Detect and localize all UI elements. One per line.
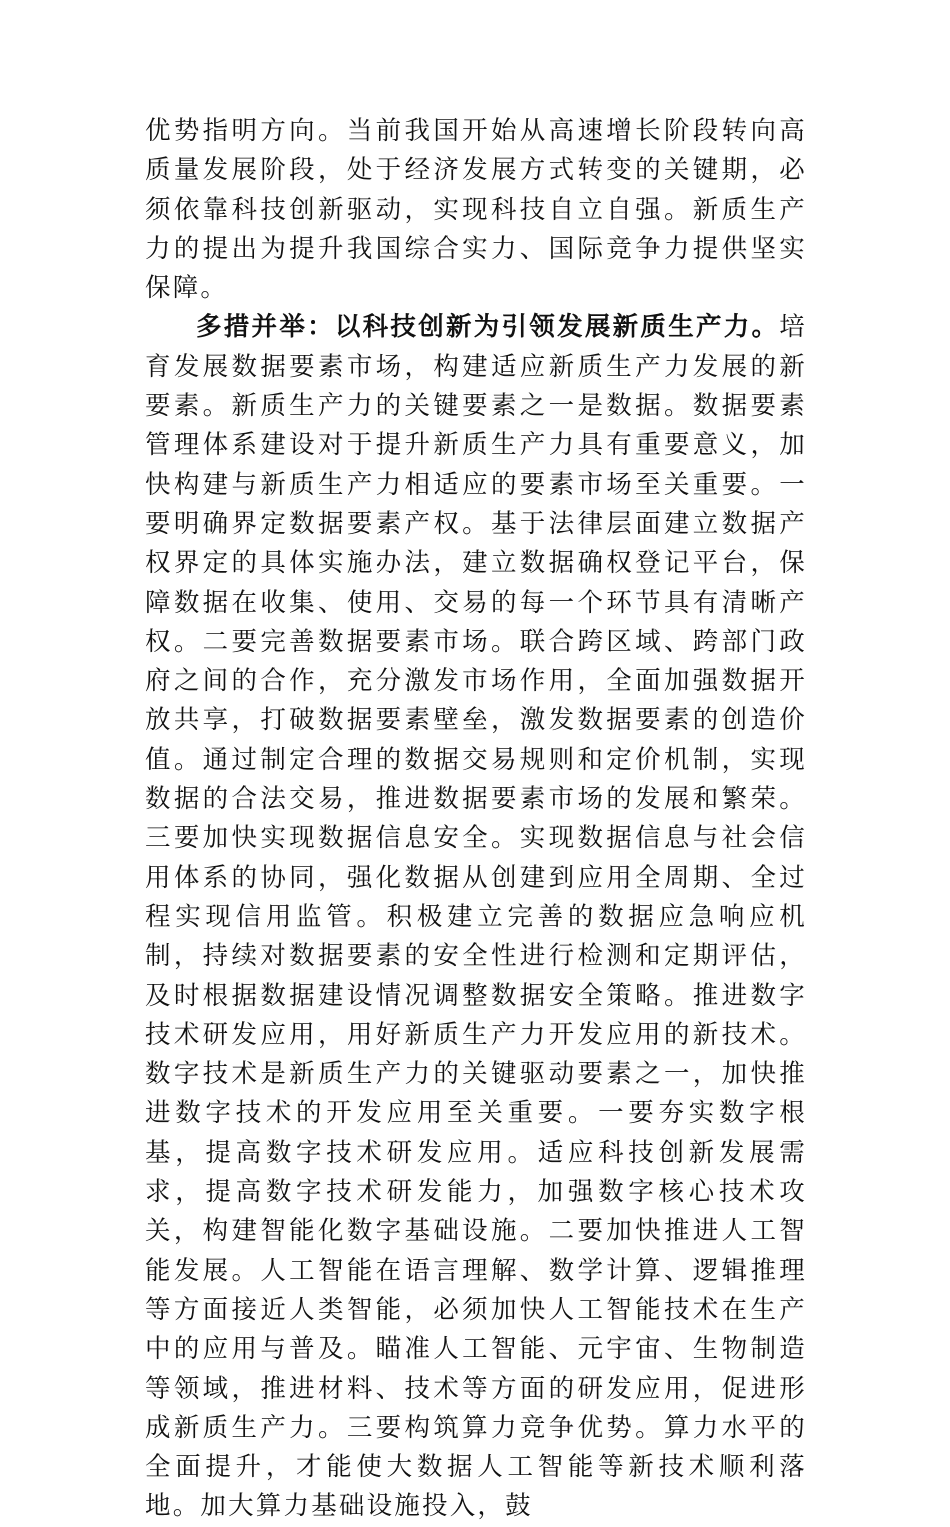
paragraph-lead-heading: 多措并举：以科技创新为引领发展新质生产力。 — [196, 312, 780, 343]
document-page — [145, 112, 807, 1527]
paragraph-text: 优势指明方向。当前我国开始从高速增长阶段转向高质量发展阶段，处于经济发展方式转变的关键期，必须依靠科技创新驱动，实现科技自立自强。新质生产力的提出为提升我国综合实力、国际竞争力提供坚实保障。 — [145, 116, 807, 304]
paragraph-continued — [145, 112, 807, 308]
paragraph-text: 培育发展数据要素市场，构建适应新质生产力发展的新要素。新质生产力的关键要素之一是数据。数据要素管理体系建设对于提升新质生产力具有重要意义，加快构建与新质生产力相适应的要素市场至关重要。一要明确界定数据要素产权。基于法律层面建立数据产权界定的具体实施办法，建立数据确权登记平台，保障数据在收集、使用、交易的每一个环节具有清晰产权。二要完善数据要素市场。联合跨区域、跨部门政府之间的合作，充分激发市场作用，全面加强数据开放共享，打破数据要素壁垒，激发数据要素的创造价值。通过制定合理的数据交易规则和定价机制，实现数据的合法交易，推进数据要素市场的发展和繁荣。三要加快实现数据信息安全。实现数据信息与社会信用体系的协同，强化数据从创建到应用全周期、全过程实现信用监管。积极建立完善的数据应急响应机制，持续对数据要素的安全性进行检测和定期评估，及时根据数据建设情况调整数据安全策略。推进数字技术研发应用，用好新质生产力开发应用的新技术。数字技术是新质生产力的关键驱动要素之一，加快推进数字技术的开发应用至关重要。一要夯实数字根基，提高数字技术研发应用。适应科技创新发展需求，提高数字技术研发能力，加强数字核心技术攻关，构建智能化数字基础设施。二要加快推进人工智能发展。人工智能在语言理解、数学计算、逻辑推理等方面接近人类智能，必须加快人工智能技术在生产中的应用与普及。瞄准人工智能、元宇宙、生物制造等领域，推进材料、技术等方面的研发应用，促进形成新质生产力。三要构筑算力竞争优势。算力水平的全面提升，才能使大数据人工智能等新技术顺利落地。加大算力基础设施投入，鼓 — [145, 312, 807, 1522]
